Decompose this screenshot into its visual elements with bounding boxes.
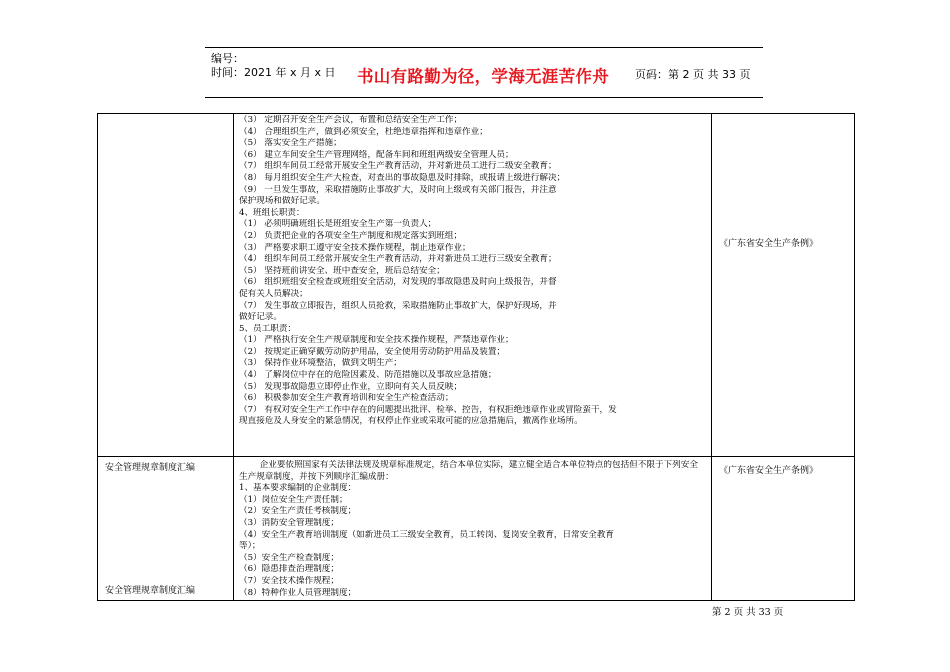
regulation-table	[97, 113, 855, 601]
row1-text-line: （2） 按规定正确穿戴劳动防护用品，安全使用劳动防护用品及装置；	[239, 346, 506, 357]
row1-text-line: （5） 坚持班前讲安全、班中查安全，班后总结安全；	[239, 265, 445, 276]
row2-text-line: （4）安全生产教育培训制度（如新进员工三级安全教育，员工转岗、复岗安全教育，日常安全教育	[239, 529, 615, 540]
row1-text-line: （8） 每月组织安全生产大检查，对查出的事故隐患及时排除，或报请上级进行解决；	[239, 172, 566, 183]
row1-text-line: （3） 严格要求职工遵守安全技术操作规程，制止违章作业；	[239, 242, 471, 253]
row2-content	[239, 460, 705, 599]
row1-text-line: （5） 发现事故隐患立即停止作业，立即向有关人员反映；	[239, 381, 463, 392]
row1-text-line: （7） 发生事故立即报告，组织人员抢救，采取措施防止事故扩大，保护好现场，并	[239, 300, 557, 311]
row1-text-line: （6） 积极参加安全生产教育培训和安全生产检查活动；	[239, 393, 454, 404]
header-bottom-rule	[205, 97, 763, 98]
row1-text-line: （3） 定期召开安全生产会议，布置和总结安全生产工作；	[239, 115, 463, 125]
row1-text-line: （7） 组织车间员工经常开展安全生产教育活动，并对新进员工进行二级安全教育；	[239, 161, 557, 172]
row1-reference: 《广东省安全生产条例》	[719, 239, 819, 249]
row1-text-line: （9） 一旦发生事故，采取措施防止事故扩大，及时向上级或有关部门报告，并注意	[239, 184, 557, 195]
time-label: 时间：2021 年 x 月 x 日	[211, 66, 336, 79]
table-row-divider	[97, 456, 855, 457]
row2-intro: 企业要依照国家有关法律法规及规章标准规定，结合本单位实际，建立健全适合本单位特点的包括但不限于下列安全生产规章制度，并按下列顺序汇编成册：	[239, 460, 698, 482]
table-border-bottom	[97, 600, 855, 601]
table-border-left	[97, 113, 98, 601]
footer-page-number: 第 2 页 共 33 页	[712, 607, 784, 618]
row1-text-line: （5） 落实安全生产措施；	[239, 138, 342, 149]
row2-reference: 《广东省安全生产条例》	[719, 466, 819, 476]
row1-text-line: （6） 组织班组安全检查或班组安全活动，对发现的事故隐患及时向上级报告，并督	[239, 277, 557, 288]
row1-text-line: （4） 了解岗位中存在的危险因素及、防范措施以及事故应急措施；	[239, 370, 497, 381]
row2-text-line: 1、基本要求编制的企业制度：	[239, 483, 357, 494]
row1-text-line: （4） 合理组织生产，做到必须安全，杜绝违章指挥和违章作业；	[239, 126, 488, 137]
row2-category-label: 安全管理规章制度汇编	[105, 463, 196, 473]
row2-text-line: （5）安全生产检查制度；	[239, 552, 339, 563]
serial-label: 编号：	[211, 52, 244, 65]
row2-text-line: （7）安全技术操作规程；	[239, 575, 339, 586]
row1-text-line: 做好记录。	[239, 312, 282, 323]
table-col-divider-1	[233, 113, 234, 601]
header-top-rule	[205, 47, 763, 48]
row1-text-line: （1） 必须明确班组长是班组安全生产第一负责人；	[239, 219, 437, 230]
row1-text-line: 4、班组长职责：	[239, 207, 305, 218]
row1-text-line: 促有关人员解决；	[239, 288, 308, 299]
row1-content	[239, 115, 705, 428]
row1-text-line: （3） 保持作业环境整洁，做到文明生产；	[239, 358, 402, 369]
header-meta	[211, 52, 336, 80]
row2-category-label-repeat: 安全管理规章制度汇编	[105, 586, 196, 596]
page-header	[205, 50, 763, 98]
row2-text-line: 等）；	[239, 541, 261, 552]
header-page-number: 页码：第 2 页 共 33 页	[635, 68, 751, 81]
row2-text-line: （8）特种作业人员管理制度；	[239, 587, 357, 598]
row1-text-line: （4） 组织车间员工经常开展安全生产教育活动，并对新进员工进行三级安全教育；	[239, 254, 557, 265]
row2-text-line: （2）安全生产责任考核制度；	[239, 506, 357, 517]
row1-text-line: （7） 有权对安全生产工作中存在的问题提出批评、检举、控告，有权拒绝违章作业或冒险蛮干，发	[239, 404, 617, 415]
row1-text-line: 保护现场和做好记录。	[239, 196, 325, 207]
row2-text-line: （3）消防安全管理制度；	[239, 517, 339, 528]
row2-text-line: （1）岗位安全生产责任制；	[239, 494, 348, 505]
table-border-top	[97, 113, 855, 114]
row1-text-line: （2） 负责把企业的各项安全生产制度和规定落实到班组；	[239, 230, 463, 241]
table-border-right	[854, 113, 855, 601]
header-motto: 书山有路勤为径，学海无涯苦作舟	[357, 67, 609, 86]
row1-text-line: （1） 严格执行安全生产规章制度和安全技术操作规程，严禁违章作业；	[239, 335, 514, 346]
row2-text-line: （6）隐患排查治理制度；	[239, 564, 339, 575]
row1-text-line: （6） 建立车间安全生产管理网络，配备车间和班组两级安全管理人员；	[239, 149, 514, 160]
table-col-divider-2	[711, 113, 712, 601]
row1-text-line: 5、员工职责：	[239, 323, 297, 334]
row1-text-line: 现直接危及人身安全的紧急情况，有权停止作业或采取可能的应急措施后，撤离作业场所。	[239, 416, 583, 427]
